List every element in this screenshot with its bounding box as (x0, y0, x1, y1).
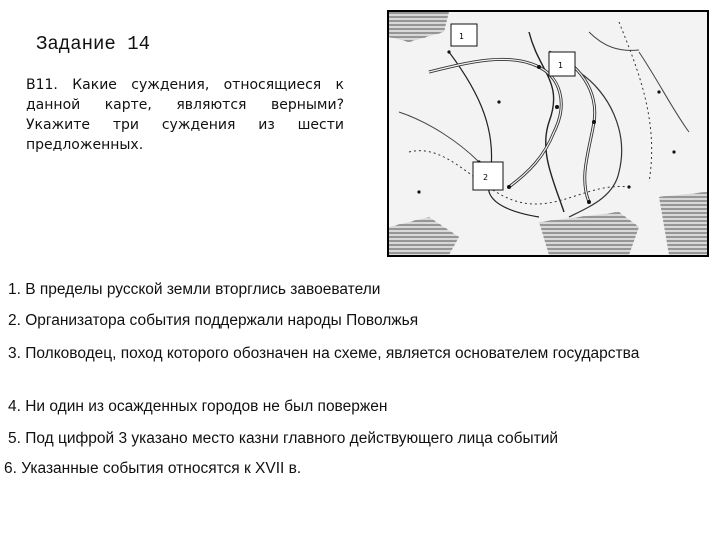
option-2: 2. Организатора события поддержали народы Поволжья (8, 312, 419, 329)
task-title: Задание 14 (36, 33, 151, 55)
option-3: 3. Полководец, поход которого обозначен на схеме, является основателем государства (8, 345, 640, 362)
option-6: 6. Указанные события относятся к XVII в. (4, 460, 302, 477)
option-1: 1. В пределы русской земли вторглись завоеватели (8, 281, 381, 298)
option-5: 5. Под цифрой 3 указано место казни главного действующего лица событий (8, 430, 559, 447)
option-4: 4. Ни один из осажденных городов не был повержен (8, 398, 388, 415)
map-box-1-left-label: 1 (459, 32, 465, 41)
map-box-1-right-label: 1 (558, 61, 564, 70)
question-text: В11. Какие суждения, относящиеся к данной карте, являются верными? Укажите три суждения из шести предложенных. (26, 77, 344, 153)
map-box-2-label: 2 (483, 173, 489, 182)
